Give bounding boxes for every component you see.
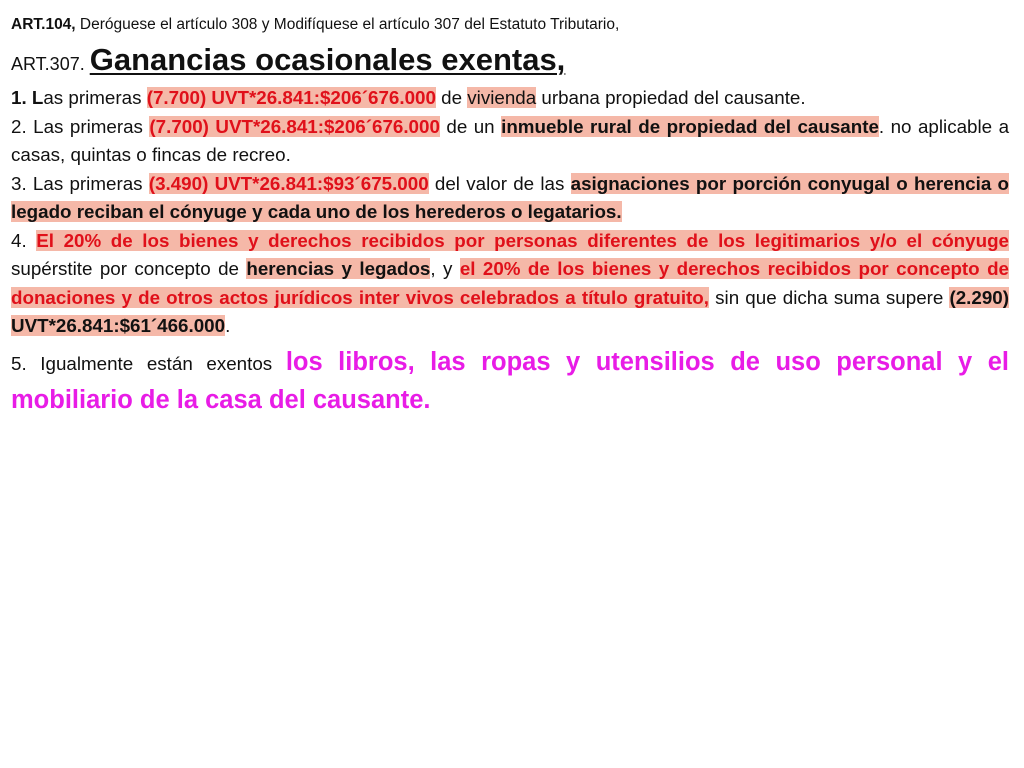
item-3-amount: (3.490) UVT*26.841:$93´675.000 <box>148 172 429 194</box>
heading-line <box>11 40 1009 84</box>
item-5-text-a: 5. Igualmente están exentos <box>11 352 286 374</box>
item-4-text-a: 4. <box>11 229 37 251</box>
item-4-text-d: sin que dicha suma supere <box>709 286 950 308</box>
slide-content <box>11 10 1009 420</box>
item-1 <box>11 84 1009 113</box>
item-5 <box>11 344 1009 420</box>
item-2-text-b: de un <box>439 115 502 137</box>
header-text: Deróguese el artículo 308 y Modifíquese el artículo 307 del Estatuto Tributario, <box>75 16 620 33</box>
item-5-emphasis: los libros, las ropas y utensilios de uso personal y el mobiliario de la casa del causante. <box>11 347 1009 414</box>
item-4-text-b: supérstite por concepto de <box>11 258 247 279</box>
item-4-red-a: El 20% de los bienes y derechos recibidos por personas diferentes de los legitimarios y/o el cónyuge <box>36 229 1009 251</box>
heading-article-ref: ART.307. <box>11 54 90 74</box>
item-1-text-a: as primeras <box>43 87 147 108</box>
item-1-number: 1. L <box>11 87 44 108</box>
item-3-keyword: asignaciones por porción conyugal o herencia o legado reciban el cónyuge y cada uno de los herederos o legatarios. <box>11 172 1010 222</box>
item-4-keyword: herencias y legados <box>246 258 431 279</box>
item-4-text-e: . <box>225 315 231 336</box>
item-1-keyword: vivienda <box>467 87 537 108</box>
item-3 <box>11 170 1009 227</box>
page-title: Ganancias ocasionales exentas, <box>89 42 566 77</box>
item-2-text-a: 2. Las primeras <box>11 115 150 137</box>
item-4-amount: (2.290) UVT*26.841:$61´466.000 <box>11 286 1009 336</box>
item-1-amount: (7.700) UVT*26.841:$206´676.000 <box>146 87 436 108</box>
item-1-text-c: urbana propiedad del causante. <box>536 87 806 108</box>
item-2-amount: (7.700) UVT*26.841:$206´676.000 <box>149 115 440 137</box>
header-article-ref: ART.104, <box>11 16 76 33</box>
item-2 <box>11 113 1009 170</box>
item-3-text-b: del valor de las <box>428 172 571 194</box>
item-1-text-b: de <box>435 87 468 108</box>
header-line <box>11 10 1009 40</box>
item-4-red-b: el 20% de los bienes y derechos recibidos por concepto de donaciones y de otros actos jurídicos inter vivos celebrados a título gratuito, <box>11 258 1009 308</box>
item-2-keyword: inmueble rural de propiedad del causante <box>501 115 879 137</box>
item-2-text-c: . no aplicable a casas, quintas o fincas de recreo. <box>11 115 1010 165</box>
item-4 <box>11 227 1009 341</box>
item-4-text-c: , y <box>430 258 460 279</box>
item-3-text-a: 3. Las primeras <box>11 172 149 194</box>
